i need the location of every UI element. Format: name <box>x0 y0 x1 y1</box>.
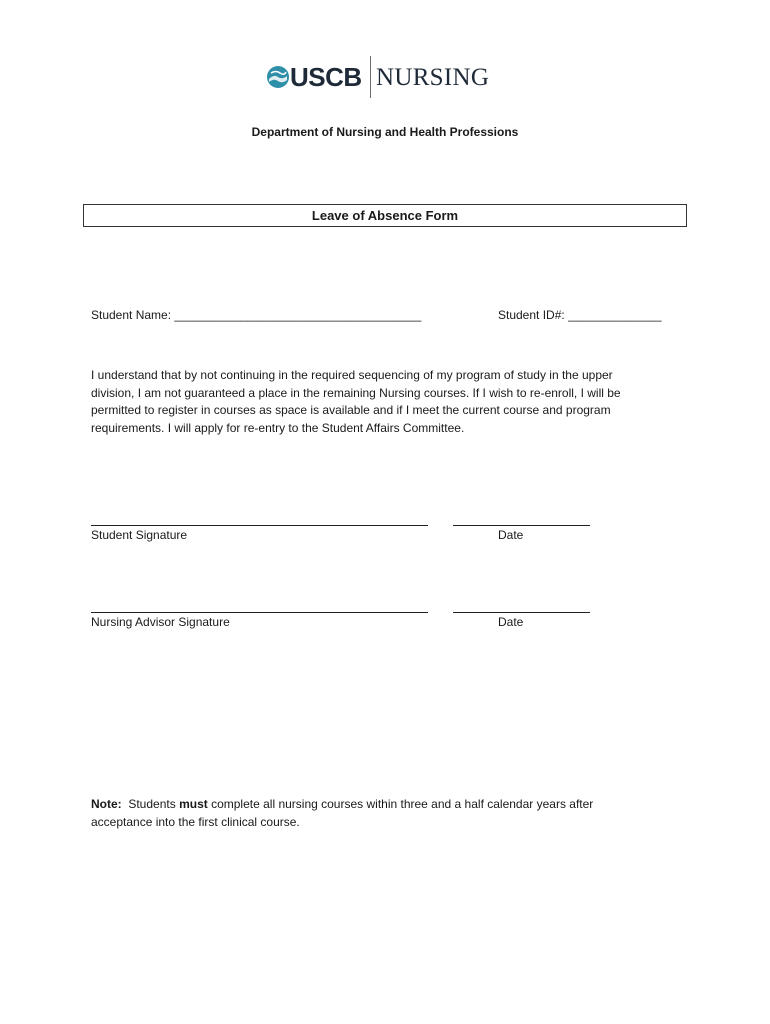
student-signature-label: Student Signature <box>91 528 188 542</box>
student-date-label: Date <box>498 528 524 542</box>
note-text-before: Students <box>128 797 176 811</box>
note-label: Note: <box>91 797 122 811</box>
advisor-date-label: Date <box>498 615 524 629</box>
paragraph-line: permitted to register in courses as space is available and if I meet the current course and program <box>91 403 611 417</box>
logo-divider <box>370 56 371 98</box>
student-name-field[interactable] <box>91 307 421 325</box>
note-line-2: acceptance into the first clinical course. <box>91 814 300 829</box>
logo-brand-text: USCB <box>290 62 362 92</box>
advisor-date-line[interactable] <box>453 612 590 613</box>
student-name-label: Student Name: <box>91 308 172 322</box>
acknowledgement-paragraph <box>91 367 691 437</box>
student-id-label: Student ID#: <box>498 308 565 322</box>
student-id-field[interactable] <box>498 307 662 325</box>
paragraph-line: division, I am not guaranteed a place in the remaining Nursing courses. If I wish to re-enroll, I will be <box>91 385 621 400</box>
department-heading: Department of Nursing and Health Professions <box>251 125 519 139</box>
advisor-signature-line[interactable] <box>91 612 428 613</box>
form-title: Leave of Absence Form <box>83 204 687 227</box>
logo-program-text: NURSING <box>376 64 490 91</box>
student-signature-line[interactable] <box>91 525 428 526</box>
note-section <box>91 796 593 831</box>
uscb-nursing-logo <box>266 54 506 100</box>
note-text-after: complete all nursing courses within three and a half calendar years after <box>211 797 594 811</box>
student-name-blank[interactable]: _____________________________________ <box>174 308 422 322</box>
note-line-1 <box>91 796 593 814</box>
uscb-seal-icon <box>266 65 290 89</box>
paragraph-line: I understand that by not continuing in the required sequencing of my program of study in the upper <box>91 368 613 382</box>
advisor-signature-label: Nursing Advisor Signature <box>91 615 230 629</box>
paragraph-line: requirements. I will apply for re-entry to the Student Affairs Committee. <box>91 420 465 435</box>
student-id-blank[interactable]: ______________ <box>568 308 662 322</box>
note-emphasis: must <box>179 797 208 811</box>
student-date-line[interactable] <box>453 525 590 526</box>
